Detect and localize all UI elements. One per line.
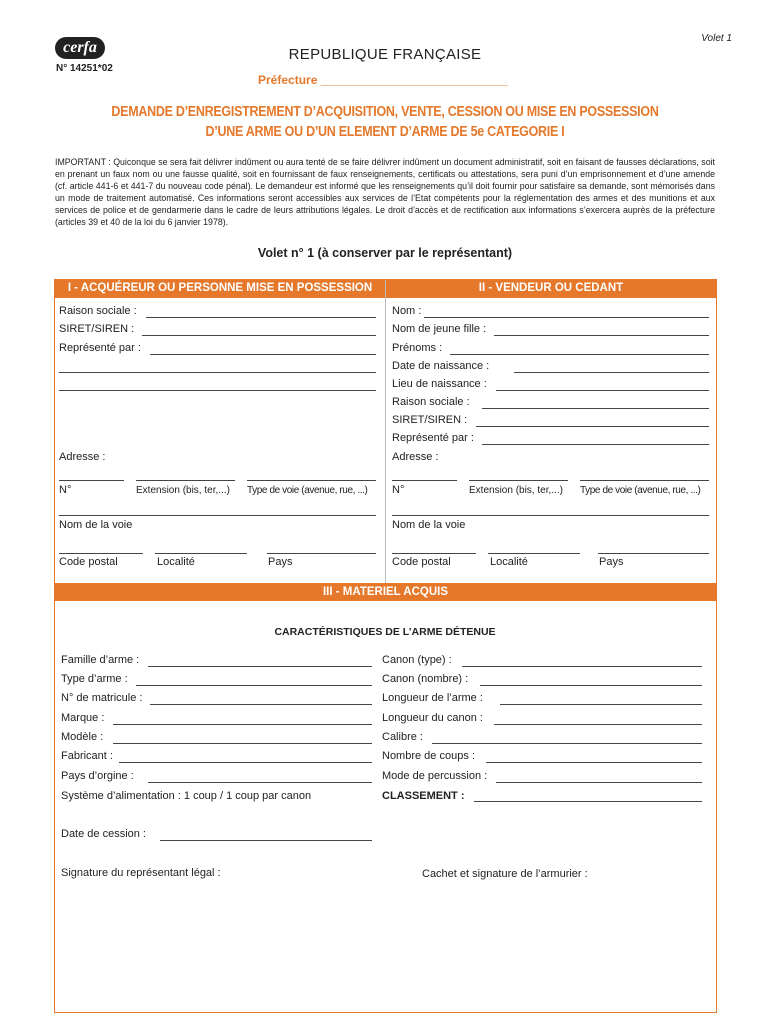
vend-prenoms-input[interactable] (450, 354, 709, 355)
vend-raison-sociale-input[interactable] (482, 408, 709, 409)
acq-code-postal-input[interactable] (59, 553, 143, 554)
vend-extension-label: Extension (bis, ter,...) (469, 485, 563, 496)
vend-prenoms-label: Prénoms : (392, 342, 443, 354)
calibre-label: Calibre : (382, 731, 423, 743)
calibre-input[interactable] (432, 743, 702, 744)
acq-represente-label: Représenté par : (59, 342, 141, 354)
famille-arme-label: Famille d’arme : (61, 654, 140, 666)
pays-origine-label: Pays d’orgine : (61, 770, 134, 782)
vend-pays-input[interactable] (598, 553, 709, 554)
caracteristiques-title: CARACTÉRISTIQUES DE L’ARME DÉTENUE (274, 626, 496, 638)
vend-code-postal-input[interactable] (392, 553, 476, 554)
acq-extension-input[interactable] (136, 480, 235, 481)
canon-nombre-input[interactable] (480, 685, 702, 686)
acq-type-voie-input[interactable] (247, 480, 376, 481)
fabricant-input[interactable] (119, 762, 372, 763)
vend-nom-label: Nom : (392, 305, 422, 317)
type-arme-input[interactable] (136, 685, 372, 686)
longueur-arme-input[interactable] (500, 704, 702, 705)
main-title-line2: D’UNE ARME OU D’UN ELEMENT D’ARME DE 5e CATEGORIE I (205, 124, 565, 140)
longueur-canon-label: Longueur du canon : (382, 712, 483, 724)
matricule-input[interactable] (150, 704, 372, 705)
acq-localite-input[interactable] (155, 553, 247, 554)
form-number: N° 14251*02 (56, 63, 113, 74)
vend-localite-label: Localité (490, 556, 528, 568)
vend-date-naissance-label: Date de naissance : (392, 360, 490, 372)
vend-nom-input[interactable] (424, 317, 709, 318)
vend-date-naissance-input[interactable] (514, 372, 709, 373)
acq-adresse-label: Adresse : (59, 451, 106, 463)
date-cession-label: Date de cession : (61, 828, 146, 840)
vend-code-postal-label: Code postal (392, 556, 451, 568)
type-arme-label: Type d’arme : (61, 673, 128, 685)
marque-label: Marque : (61, 712, 105, 724)
date-cession-input[interactable] (160, 840, 372, 841)
fabricant-label: Fabricant : (61, 750, 113, 762)
vend-raison-sociale-label: Raison sociale : (392, 396, 470, 408)
vend-lieu-naissance-input[interactable] (496, 390, 709, 391)
vend-localite-input[interactable] (488, 553, 580, 554)
vend-siret-label: SIRET/SIREN : (392, 414, 468, 426)
vend-type-voie-label: Type de voie (avenue, rue, ...) (580, 485, 701, 496)
vend-adresse-label: Adresse : (392, 451, 439, 463)
acq-represente-input[interactable] (150, 354, 376, 355)
acq-nom-voie-label: Nom de la voie (59, 519, 133, 531)
republic-title: REPUBLIQUE FRANÇAISE (288, 46, 482, 63)
canon-nombre-label: Canon (nombre) : (382, 673, 469, 685)
signature-representant-label: Signature du représentant légal : (61, 867, 221, 879)
vend-extension-input[interactable] (469, 480, 568, 481)
vend-represente-label: Représenté par : (392, 432, 474, 444)
acq-raison-sociale-label: Raison sociale : (59, 305, 137, 317)
acq-raison-sociale-input[interactable] (146, 317, 376, 318)
vend-nom-voie-input[interactable] (392, 515, 709, 516)
classement-input[interactable] (474, 801, 702, 802)
matricule-label: N° de matricule : (61, 692, 143, 704)
canon-type-label: Canon (type) : (382, 654, 452, 666)
longueur-canon-input[interactable] (494, 724, 702, 725)
modele-label: Modèle : (61, 731, 104, 743)
vend-siret-input[interactable] (476, 426, 709, 427)
vend-no-input[interactable] (392, 480, 457, 481)
mode-percussion-input[interactable] (496, 782, 702, 783)
mode-percussion-label: Mode de percussion : (382, 770, 488, 782)
prefecture-field[interactable]: Préfecture ____________________________ (258, 73, 508, 87)
vend-nom-voie-label: Nom de la voie (392, 519, 466, 531)
systeme-alimentation: Système d’alimentation : 1 coup / 1 coup par canon (61, 790, 312, 802)
main-title-line1: DEMANDE D’ENREGISTREMENT D’ACQUISITION, VENTE, CESSION OU MISE EN POSSESSION (111, 104, 659, 120)
vend-nom-jf-input[interactable] (494, 335, 709, 336)
acq-pays-label: Pays (268, 556, 293, 568)
vend-no-label: N° (392, 484, 405, 496)
important-notice: IMPORTANT : Quiconque se sera fait délivrer indûment ou aura tenté de se faire délivrer indûment un document administratif, soit en faisant de fausses déclarations, soit en prenant un faux nom ou une fausse qualité, soit en fournissant de faux renseignements, certificats ou attestations, sera puni d’un emprisonnement et d’une amende (cf. article 441-6 et 441-7 du nouveau code pénal). Le demandeur est informé que les renseignements qu’il doit fournir pour satisfaire sa demande, sont mémorisés dans un mode de traitement automatisé. Ces informations seront accessibles aux services de l’Etat compétents pour la réglementation des armes et des munitions et aux services de police et de gendarmerie dans le cadre de leurs attributions légales. Le droit d’accès et de rectification aux informations s’exercera auprès de la préfecture (articles 39 et 40 de la loi du 6 janvier 1978). (55, 157, 715, 227)
volet-label: Volet 1 (701, 33, 732, 44)
acq-extra-line-2[interactable] (59, 390, 376, 391)
volet-title: Volet n° 1 (à conserver par le représentant) (257, 246, 513, 260)
classement-label: CLASSEMENT : (382, 790, 465, 802)
acq-no-label: N° (59, 484, 72, 496)
acq-pays-input[interactable] (267, 553, 376, 554)
acq-localite-label: Localité (157, 556, 195, 568)
vend-nom-jf-label: Nom de jeune fille : (392, 323, 487, 335)
longueur-arme-label: Longueur de l’arme : (382, 692, 483, 704)
vend-pays-label: Pays (599, 556, 624, 568)
section3-header: III - MATERIEL ACQUIS (322, 586, 448, 598)
cachet-armurier-label: Cachet et signature de l’armurier : (422, 868, 588, 880)
pays-origine-input[interactable] (148, 782, 372, 783)
acq-type-voie-label: Type de voie (avenue, rue, ...) (247, 485, 368, 496)
acq-nom-voie-input[interactable] (59, 515, 376, 516)
canon-type-input[interactable] (462, 666, 702, 667)
acq-extra-line-1[interactable] (59, 372, 376, 373)
cerfa-logo: cerfa (55, 37, 105, 59)
section1-header: I - ACQUÉREUR OU PERSONNE MISE EN POSSESSION (67, 282, 373, 294)
nombre-coups-label: Nombre de coups : (382, 750, 475, 762)
famille-arme-input[interactable] (148, 666, 372, 667)
acq-siret-label: SIRET/SIREN : (59, 323, 135, 335)
acq-extension-label: Extension (bis, ter,...) (136, 485, 230, 496)
vend-represente-input[interactable] (482, 444, 709, 445)
vend-type-voie-input[interactable] (580, 480, 709, 481)
modele-input[interactable] (113, 743, 372, 744)
acq-code-postal-label: Code postal (59, 556, 118, 568)
acq-siret-input[interactable] (142, 335, 376, 336)
acq-no-input[interactable] (59, 480, 124, 481)
column-divider (385, 280, 386, 600)
marque-input[interactable] (113, 724, 372, 725)
vend-lieu-naissance-label: Lieu de naissance : (392, 378, 487, 390)
section2-header: II - VENDEUR OU CEDANT (478, 282, 624, 294)
nombre-coups-input[interactable] (486, 762, 702, 763)
